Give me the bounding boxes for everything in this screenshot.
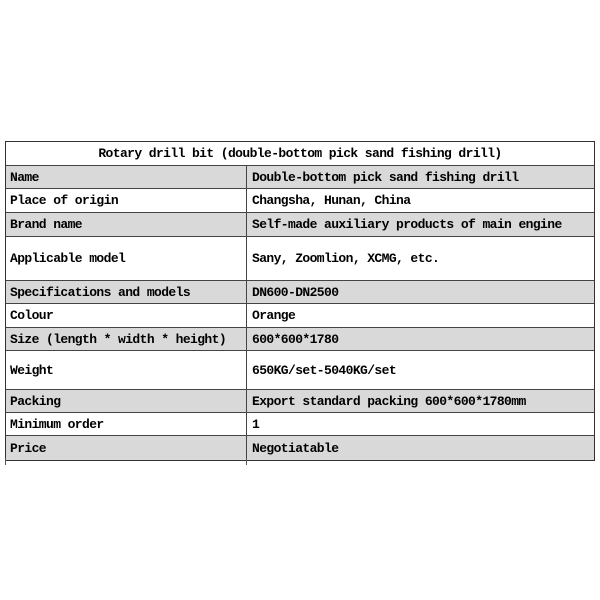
table-body (6, 166, 594, 460)
table-row (6, 328, 594, 351)
table-row (6, 213, 594, 237)
table-row (6, 351, 594, 390)
table-row (6, 304, 594, 328)
table-row (6, 413, 594, 436)
spec-label: Name (6, 166, 247, 188)
spec-label: Packing (6, 390, 247, 412)
spec-label: Brand name (6, 213, 247, 236)
spec-value: Self-made auxiliary products of main engine (252, 217, 562, 232)
spec-value: Export standard packing 600*600*1780mm (252, 393, 526, 409)
spec-value: Sany, Zoomlion, XCMG, etc. (252, 251, 440, 266)
spec-value: Double-bottom pick sand fishing drill (252, 169, 519, 185)
spec-label: Colour (6, 304, 247, 327)
spec-value: DN600-DN2500 (252, 284, 339, 300)
spec-value: 650KG/set-5040KG/set (252, 362, 397, 378)
spec-value: Changsha, Hunan, China (252, 193, 411, 208)
product-spec-table (5, 141, 595, 461)
spec-label: Applicable model (6, 237, 247, 280)
spec-label: Specifications and models (6, 281, 247, 303)
table-row (6, 189, 594, 213)
spec-value: 1 (252, 416, 260, 432)
table-row (6, 166, 594, 189)
spec-label: Minimum order (6, 413, 247, 435)
table-title-row (6, 142, 594, 166)
spec-label: Weight (6, 351, 247, 389)
divider-border-stub (246, 458, 247, 465)
table-row (6, 436, 594, 460)
table-title: Rotary drill bit (double-bottom pick sand fishing drill) (98, 146, 502, 161)
left-border-stub (5, 458, 6, 465)
table-row (6, 237, 594, 281)
table-row (6, 281, 594, 304)
spec-label: Place of origin (6, 189, 247, 212)
spec-value: Negotiatable (252, 440, 339, 456)
spec-value: Orange (252, 308, 296, 323)
spec-value: 600*600*1780 (252, 331, 339, 347)
spec-label: Size (length * width * height) (6, 328, 247, 350)
table-row (6, 390, 594, 413)
spec-label: Price (6, 436, 247, 460)
